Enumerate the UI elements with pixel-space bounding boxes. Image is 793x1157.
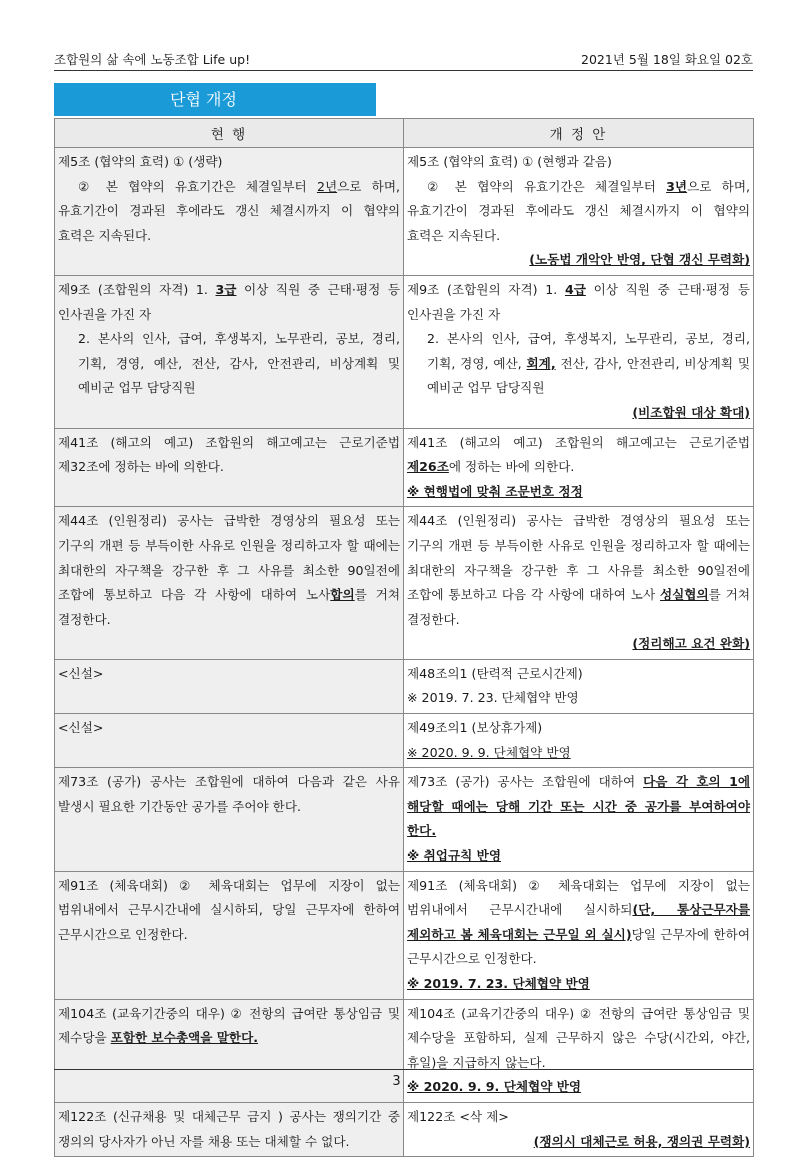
change-note: ※ 2019. 7. 23. 단체협약 반영: [407, 690, 579, 706]
table-row: [55, 507, 754, 660]
change-note: ※ 취업규칙 반영: [407, 848, 502, 864]
footer-divider: [54, 1069, 753, 1070]
current-clause: 제104조 (교육기간중의 대우) ② 전항의 급여란 통상임금 및 제수당을 포함한 보수총액을 말한다.: [55, 999, 404, 1102]
change-note: (정리해고 요건 완화): [632, 636, 750, 652]
current-clause: <신설>: [55, 659, 404, 713]
amendment-table: [54, 118, 754, 1157]
change-note: ※ 현행법에 맞춰 조문번호 정정: [407, 483, 583, 499]
issue-date: 2021년 5월 18일 화요일 02호: [581, 52, 753, 67]
table-row: [55, 768, 754, 871]
column-header-proposed: 개 정 안: [404, 119, 754, 148]
column-header-current: 현 행: [55, 119, 404, 148]
table-row: [55, 871, 754, 999]
current-clause: 제9조 (조합원의 자격) 1. 3급 이상 직원 중 근태·평정 등 인사권을 가진 자 2. 본사의 인사, 급여, 후생복지, 노무관리, 공보, 경리, 기획, 경영, 예산, 전산, 감사, 안전관리, 비상계획 및 예비군 업무 담당직원: [55, 275, 404, 428]
current-clause: 제91조 (체육대회) ② 체육대회는 업무에 지장이 없는 범위내에서 근무시간내에 실시하되, 당일 근무자에 한하여 근무시간으로 인정한다.: [55, 871, 404, 999]
current-clause: 제122조 (신규채용 및 대체근무 금지 ) 공사는 쟁의기간 중 쟁의의 당사자가 아닌 자를 채용 또는 대체할 수 없다.: [55, 1102, 404, 1156]
table-row: [55, 659, 754, 713]
newsletter-slogan: 조합원의 삶 속에 노동조합 Life up!: [54, 52, 251, 67]
proposed-clause: 제122조 <삭 제> (쟁의시 대체근로 허용, 쟁의권 무력화): [404, 1102, 754, 1156]
table-row: [55, 1102, 754, 1156]
table-row: [55, 275, 754, 428]
table-row: [55, 714, 754, 768]
change-note: (노동법 개악안 반영, 단협 갱신 무력화): [529, 252, 750, 268]
table-header-row: [55, 119, 754, 148]
proposed-clause: 제41조 (해고의 예고) 조합원의 해고예고는 근로기준법 제26조에 정하는 바에 의한다. ※ 현행법에 맞춰 조문번호 정정: [404, 428, 754, 507]
proposed-clause: 제48조의1 (탄력적 근로시간제) ※ 2019. 7. 23. 단체협약 반영: [404, 659, 754, 713]
page-number: 3: [392, 1074, 401, 1089]
proposed-clause: 제5조 (협약의 효력) ① (현행과 같음) ② 본 협약의 유효기간은 체결일부터 3년으로 하며, 유효기간이 경과된 후에라도 갱신 체결시까지 이 협약의 효력은 지속된다. (노동법 개악안 반영, 단협 갱신 무력화): [404, 148, 754, 276]
section-title: 단협 개정: [54, 83, 376, 116]
current-clause: 제41조 (해고의 예고) 조합원의 해고예고는 근로기준법 제32조에 정하는 바에 의한다.: [55, 428, 404, 507]
change-note: ※ 2020. 9. 9. 단체협약 반영: [407, 744, 571, 760]
table-row: [55, 148, 754, 276]
proposed-clause: 제9조 (조합원의 자격) 1. 4급 이상 직원 중 근태·평정 등 인사권을 가진 자 2. 본사의 인사, 급여, 후생복지, 노무관리, 공보, 경리, 기획, 경영, 예산, 회계, 전산, 감사, 안전관리, 비상계획 및 예비군 업무 담당직원 (비조합원 대상 확대): [404, 275, 754, 428]
change-note: (비조합원 대상 확대): [632, 404, 750, 420]
current-clause: <신설>: [55, 714, 404, 768]
current-clause: 제73조 (공가) 공사는 조합원에 대하여 다음과 같은 사유 발생시 필요한 기간동안 공가를 주어야 한다.: [55, 768, 404, 871]
current-clause: 제5조 (협약의 효력) ① (생략) ② 본 협약의 유효기간은 체결일부터 2년으로 하며, 유효기간이 경과된 후에라도 갱신 체결시까지 이 협약의 효력은 지속된다.: [55, 148, 404, 276]
proposed-clause: 제44조 (인원정리) 공사는 급박한 경영상의 필요성 또는 기구의 개편 등 부득이한 사유로 인원을 정리하고자 할 때에는 최대한의 자구책을 강구한 후 그 사유를 최소한 90일전에 조합에 통보하고 다음 각 사항에 대하여 노사 성실협의를 거쳐 결정한다. (정리해고 요건 완화): [404, 507, 754, 660]
header-divider: [54, 70, 753, 71]
current-clause: 제44조 (인원정리) 공사는 급박한 경영상의 필요성 또는 기구의 개편 등 부득이한 사유로 인원을 정리하고자 할 때에는 최대한의 자구책을 강구한 후 그 사유를 최소한 90일전에 조합에 통보하고 다음 각 사항에 대하여 노사합의를 거쳐 결정한다.: [55, 507, 404, 660]
proposed-clause: 제49조의1 (보상휴가제) ※ 2020. 9. 9. 단체협약 반영: [404, 714, 754, 768]
table-row: [55, 428, 754, 507]
change-note: ※ 2020. 9. 9. 단체협약 반영: [407, 1079, 582, 1095]
proposed-clause: 제73조 (공가) 공사는 조합원에 대하여 다음 각 호의 1에 해당할 때에는 당해 기간 또는 시간 중 공가를 부여하여야 한다. ※ 취업규칙 반영: [404, 768, 754, 871]
change-note: (쟁의시 대체근로 허용, 쟁의권 무력화): [533, 1133, 750, 1149]
proposed-clause: 제104조 (교육기간중의 대우) ② 전항의 급여란 통상임금 및 제수당을 포함하되, 실제 근무하지 않은 수당(시간외, 야간, 휴일)을 지급하지 않는다. ※ 2020. 9. 9. 단체협약 반영: [404, 999, 754, 1102]
proposed-clause: 제91조 (체육대회) ② 체육대회는 업무에 지장이 없는 범위내에서 근무시간내에 실시하되(단, 통상근무자를 제외하고 봄 체육대회는 근무일 외 실시)당일 근무자에 한하여 근무시간으로 인정한다. ※ 2019. 7. 23. 단체협약 반영: [404, 871, 754, 999]
change-note: ※ 2019. 7. 23. 단체협약 반영: [407, 976, 590, 991]
